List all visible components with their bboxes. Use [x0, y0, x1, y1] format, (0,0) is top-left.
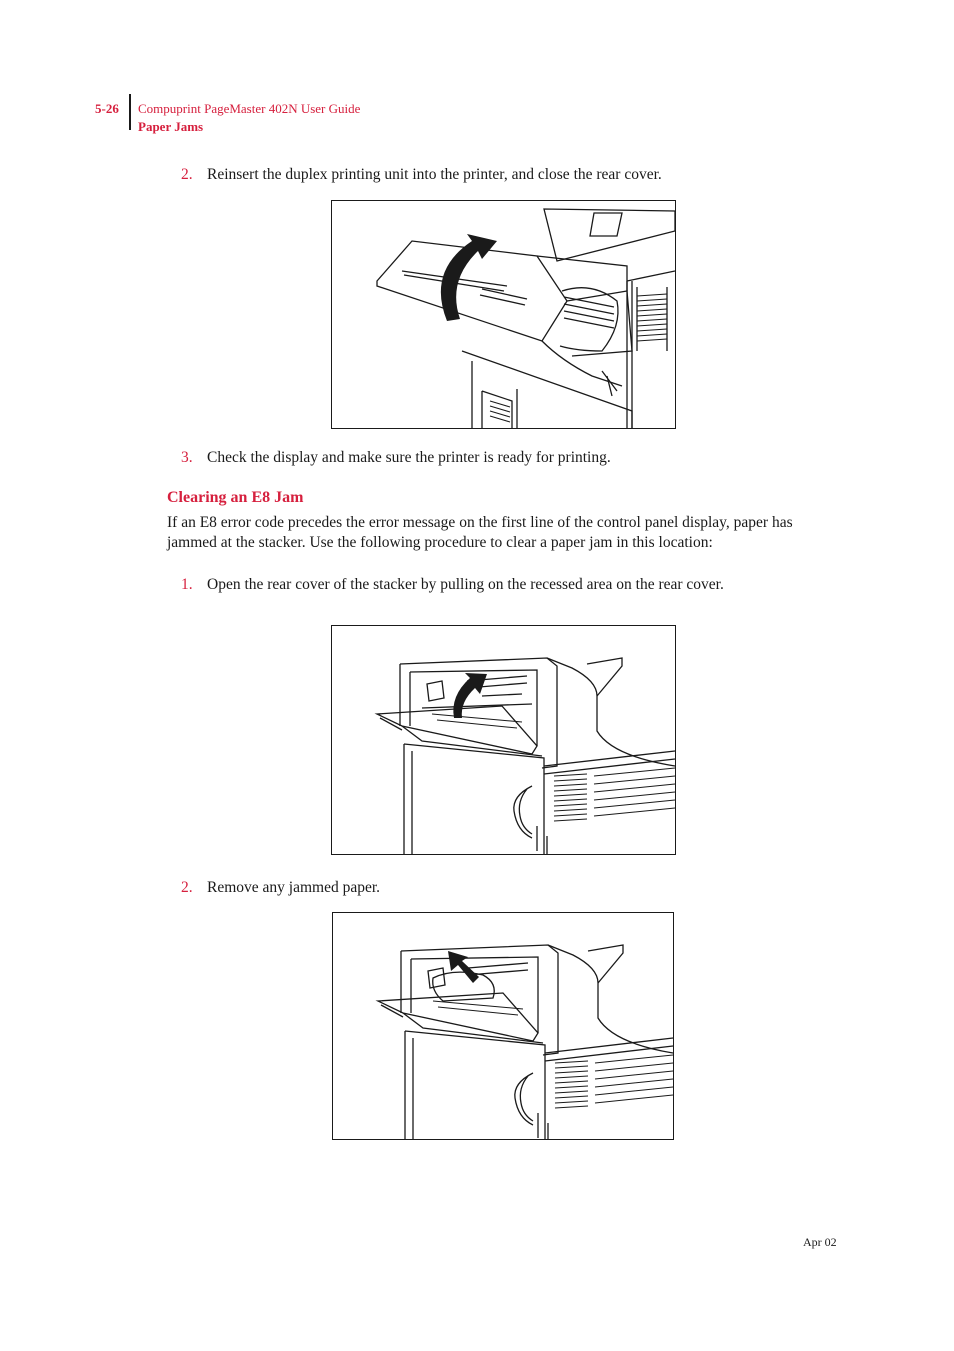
step-number: 1.: [181, 576, 193, 593]
step-text: Open the rear cover of the stacker by pulling on the recessed area on the rear cover.: [207, 576, 724, 593]
remove-jammed-paper-illustration: [333, 913, 673, 1139]
step-text: Remove any jammed paper.: [207, 879, 381, 896]
section-heading-e8-jam: Clearing an E8 Jam: [167, 489, 304, 506]
section-title: Paper Jams: [138, 119, 204, 134]
guide-title: Compuprint PageMaster 402N User Guide: [138, 101, 361, 116]
footer-date: Apr 02: [803, 1235, 837, 1249]
duplex-unit-reinsert-illustration: [332, 201, 675, 428]
e8-intro-paragraph: If an E8 error code precedes the error message on the first line of the control panel display, paper has jammed at the stacker. Use the following procedure to clear a paper jam in this location:: [167, 514, 793, 551]
figure-remove-jammed-paper: [332, 912, 674, 1140]
figure-stacker-open: [331, 625, 676, 855]
stacker-rear-cover-open-illustration: [332, 626, 675, 854]
step-number: 2.: [181, 879, 193, 896]
step-text: Reinsert the duplex printing unit into the printer, and close the rear cover.: [207, 166, 662, 183]
step-number: 3.: [181, 449, 193, 466]
step-reinsert-duplex: [181, 166, 662, 184]
step-check-display: [181, 449, 611, 467]
header-divider: [129, 94, 131, 130]
step-open-rear-cover: [181, 576, 724, 594]
page-number: 5-26: [95, 101, 119, 116]
step-number: 2.: [181, 166, 193, 183]
step-text: Check the display and make sure the printer is ready for printing.: [207, 449, 611, 466]
figure-duplex-reinsert: [331, 200, 676, 429]
step-remove-paper: [181, 879, 380, 897]
